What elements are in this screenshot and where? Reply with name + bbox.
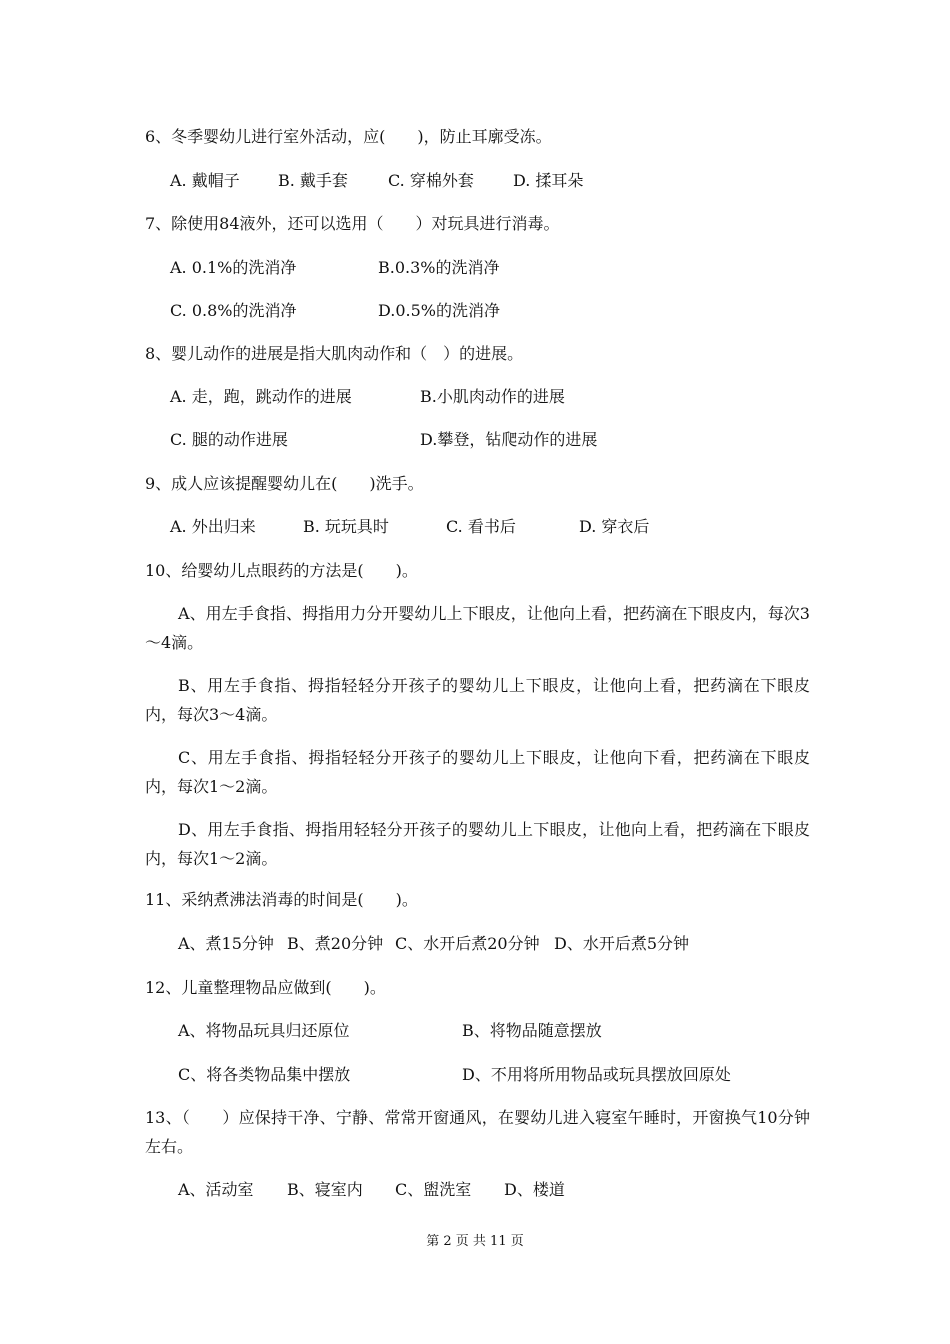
q7-option-c: C. 0.8%的洗消净	[170, 301, 297, 320]
q13-option-d: D、楼道	[504, 1180, 565, 1199]
q13-option-a: A、活动室	[178, 1180, 254, 1199]
q12-option-c: C、将各类物品集中摆放	[178, 1065, 351, 1084]
page-footer: 第 2 页 共 11 页	[426, 1234, 524, 1249]
question-12: 12、儿童整理物品应做到( )。	[145, 978, 386, 997]
q11-option-b: B、煮20分钟	[287, 934, 384, 953]
q10-option-b: B、用左手食指、拇指轻轻分开孩子的婴幼儿上下眼皮，让他向上看，把药滴在下眼皮内，每次3～4滴。	[145, 676, 810, 724]
q11-option-c: C、水开后煮20分钟	[395, 934, 540, 953]
q7-option-b: B.0.3%的洗消净	[378, 258, 500, 277]
q6-option-c: C. 穿棉外套	[388, 171, 474, 190]
q10-option-a: A、用左手食指、拇指用力分开婴幼儿上下眼皮，让他向上看，把药滴在下眼皮内，每次3～4滴。	[145, 604, 810, 652]
q7-option-a: A. 0.1%的洗消净	[170, 258, 297, 277]
q9-option-a: A. 外出归来	[170, 517, 256, 536]
q8-option-d: D.攀登，钻爬动作的进展	[420, 430, 598, 449]
q8-option-c: C. 腿的动作进展	[170, 430, 288, 449]
question-6: 6、冬季婴幼儿进行室外活动，应( )，防止耳廓受冻。	[145, 127, 552, 146]
q6-option-a: A. 戴帽子	[170, 171, 240, 190]
q12-option-d: D、不用将所用物品或玩具摆放回原处	[462, 1065, 731, 1084]
q11-option-a: A、煮15分钟	[178, 934, 274, 953]
q13-option-b: B、寝室内	[287, 1180, 363, 1199]
question-11: 11、采纳煮沸法消毒的时间是( )。	[145, 890, 418, 909]
question-8: 8、婴儿动作的进展是指大肌肉动作和（ ）的进展。	[145, 344, 524, 363]
question-13: 13、（ ）应保持干净、宁静、常常开窗通风，在婴幼儿进入寝室午睡时，开窗换气10分钟左右。	[145, 1108, 810, 1156]
q11-option-d: D、水开后煮5分钟	[554, 934, 690, 953]
q8-option-b: B.小肌肉动作的进展	[420, 387, 565, 406]
question-9: 9、成人应该提醒婴幼儿在( )洗手。	[145, 474, 424, 493]
q7-option-d: D.0.5%的洗消净	[378, 301, 500, 320]
q9-option-c: C. 看书后	[446, 517, 516, 536]
q9-option-d: D. 穿衣后	[579, 517, 650, 536]
question-7: 7、除使用84液外，还可以选用（ ）对玩具进行消毒。	[145, 214, 560, 233]
question-10: 10、给婴幼儿点眼药的方法是( )。	[145, 561, 418, 580]
q12-option-b: B、将物品随意摆放	[462, 1021, 602, 1040]
q9-option-b: B. 玩玩具时	[303, 517, 389, 536]
q6-option-d: D. 揉耳朵	[513, 171, 584, 190]
q13-option-c: C、盥洗室	[395, 1180, 472, 1199]
q6-option-b: B. 戴手套	[278, 171, 348, 190]
q8-option-a: A. 走，跑，跳动作的进展	[170, 387, 352, 406]
q10-option-c: C、用左手食指、拇指轻轻分开孩子的婴幼儿上下眼皮，让他向下看，把药滴在下眼皮内，每次1～2滴。	[145, 748, 810, 796]
q10-option-d: D、用左手食指、拇指用轻轻分开孩子的婴幼儿上下眼皮，让他向上看，把药滴在下眼皮内，每次1～2滴。	[145, 820, 810, 868]
q12-option-a: A、将物品玩具归还原位	[178, 1021, 350, 1040]
